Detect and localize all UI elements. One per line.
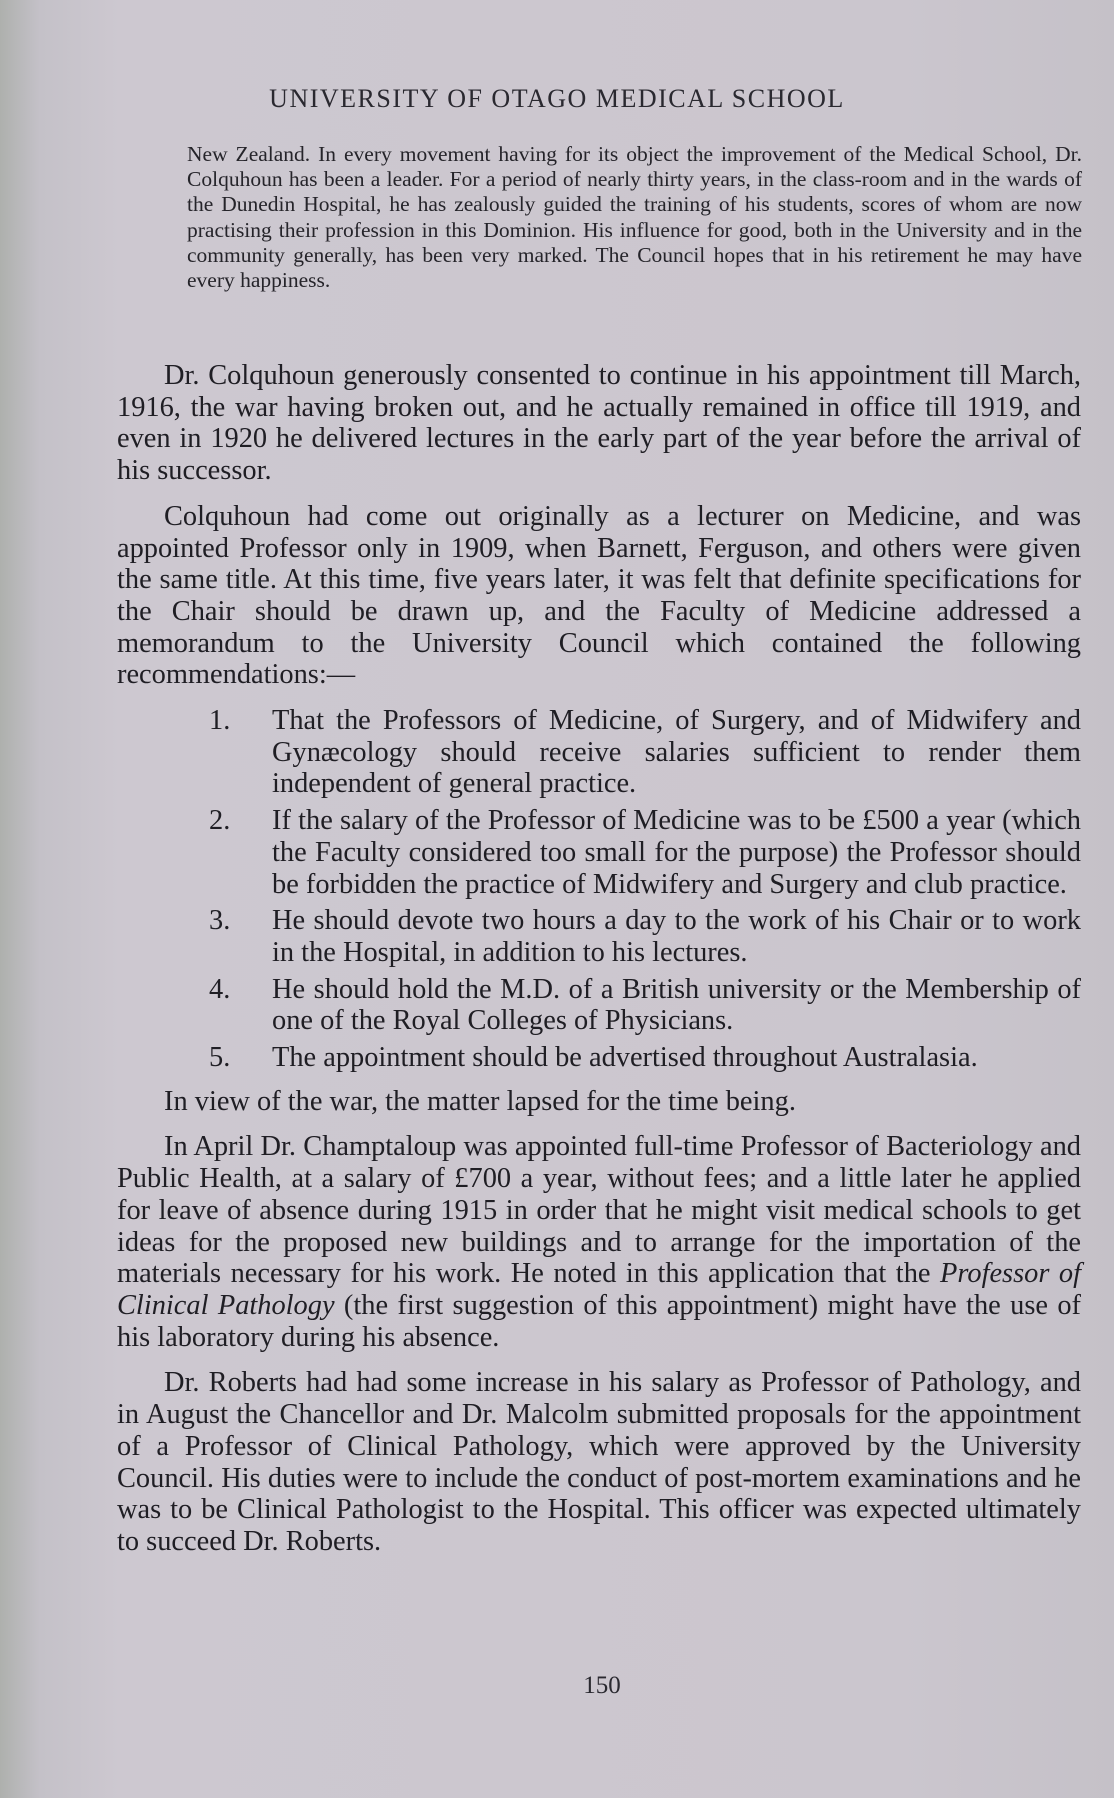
list-item-text: If the salary of the Professor of Medicine was to be £500 a year (which the Faculty considered too small for the purpose) the Professor should be forbidden the practice of Midwifery and Surgery and club practice. (272, 805, 1081, 900)
list-item-text: He should hold the M.D. of a British university or the Membership of one of the Royal Colleges of Physicians. (272, 973, 1081, 1037)
list-item-text: That the Professors of Medicine, of Surgery, and of Midwifery and Gynæcology should receive salaries sufficient to render them independent of general practice. (272, 705, 1081, 800)
quote-text: New Zealand. In every movement having for its object the improvement of the Medical School, Dr. Colquhoun has been a leader. For a period of nearly thirty years, in the class-room and in the wards of the Dunedin Hospital, he has zealously guided the training of his students, scores of whom are now practising their profession in this Dominion. His influence for good, both in the University and in the community generally, has been very marked. The Council hopes that in his retirement he may have every happiness. (187, 142, 1082, 293)
list-item-number: 4. (209, 973, 231, 1005)
list-item (117, 905, 1081, 968)
paragraph-champtaloup (117, 1131, 1081, 1353)
paragraph-champtaloup-text-end: (the first suggestion of this appointment) might have the use of his laboratory during his absence. (117, 1289, 1081, 1353)
body-text (117, 360, 1081, 1572)
list-item-number: 5. (209, 1042, 231, 1074)
paragraph-colquhoun-retirement: Dr. Colquhoun generously consented to continue in his appointment till March, 1916, the war having broken out, and he actually remained in office till 1919, and even in 1920 he delivered lectures in the early part of the year before the arrival of his successor. (117, 360, 1081, 487)
list-item-number: 1. (209, 705, 231, 737)
list-item (117, 705, 1081, 800)
page-number: 150 (583, 1672, 621, 1699)
list-item (117, 1042, 1081, 1074)
list-item-text: The appointment should be advertised throughout Australasia. (272, 1042, 978, 1074)
list-item (117, 805, 1081, 900)
list-item-text: He should devote two hours a day to the work of his Chair or to work in the Hospital, in addition to his lectures. (272, 905, 1081, 968)
paragraph-chair-specifications: Colquhoun had come out originally as a lecturer on Medicine, and was appointed Professor only in 1909, when Barnett, Ferguson, and others were given the same title. At this time, five years later, it was felt that definite specifications for the Chair should be drawn up, and the Faculty of Medicine addressed a memorandum to the University Council which contained the following recommendations:— (117, 500, 1081, 691)
paragraph-matter-lapsed: In view of the war, the matter lapsed for the time being. (164, 1085, 796, 1117)
list-item-number: 3. (209, 905, 231, 937)
quoted-council-resolution (187, 142, 1082, 293)
italic-professor-clinical-pathology: Professor of Clinical Pathology (117, 1258, 1081, 1321)
running-head: UNIVERSITY OF OTAGO MEDICAL SCHOOL (269, 84, 845, 113)
paragraph-roberts: Dr. Roberts had had some increase in his salary as Professor of Pathology, and in August the Chancellor and Dr. Malcolm submitted proposals for the appointment of a Professor of Clinical Pathology, which were approved by the University Council. His duties were to include the conduct of post-mortem examinations and he was to be Clinical Pathologist to the Hospital. This officer was expected ultimately to succeed Dr. Roberts. (117, 1367, 1081, 1557)
paragraph-champtaloup-text-start: In April Dr. Champtaloup was appointed full-time Professor of Bacteriology and Public Health, at a salary of £700 a year, without fees; and a little later he applied for leave of absence during 1915 in order that he might visit medical schools to get ideas for the proposed new buildings and to arrange for the importation of the materials necessary for his work. He noted in this application that the (117, 1131, 1081, 1290)
recommendations-list (117, 705, 1081, 1074)
list-item-number: 2. (209, 805, 231, 837)
list-item (117, 974, 1081, 1037)
